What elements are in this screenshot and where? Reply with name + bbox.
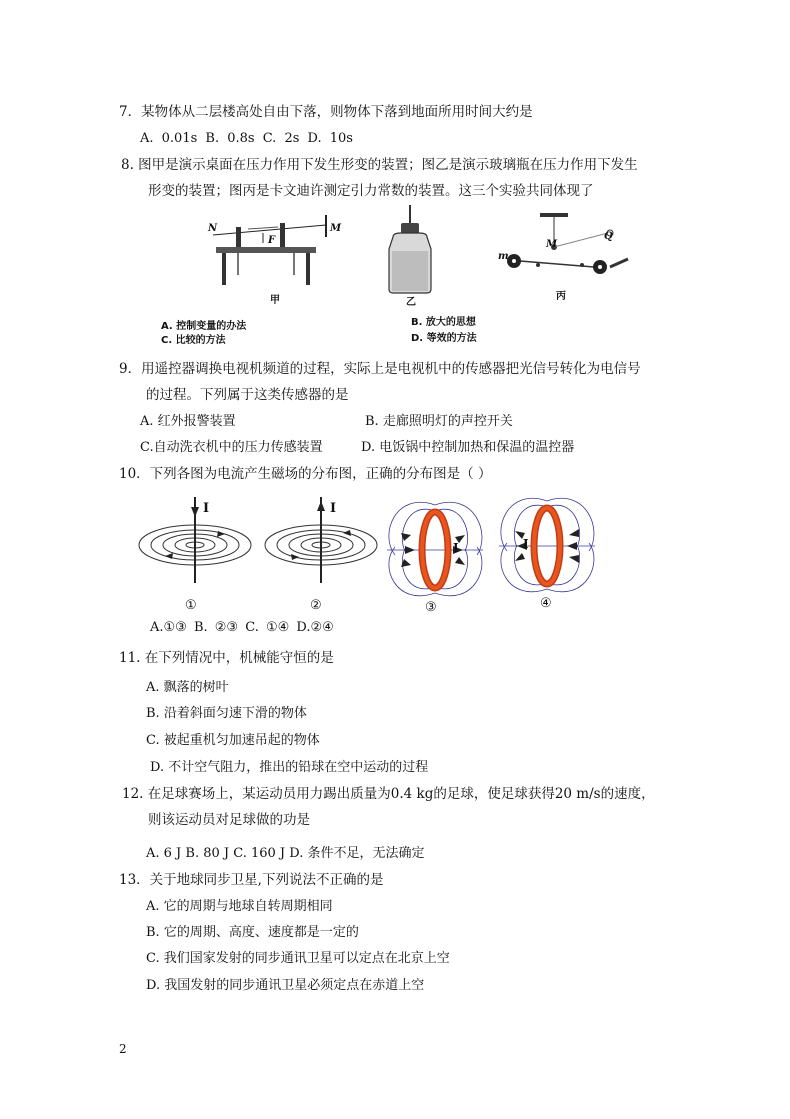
q11-option-a: A. 飘落的树叶 <box>146 680 229 695</box>
q7-options: A. 0.01s B. 0.8s C. 2s D. 10s <box>140 131 353 146</box>
q8-stem-line2: 形变的装置；图丙是卡文迪许测定引力常数的装置。这三个实验共同体现了 <box>148 183 594 199</box>
glass-bottle-figure <box>383 205 443 297</box>
label-m-small: m <box>498 251 509 262</box>
table-apparatus-figure <box>208 213 343 303</box>
q9-option-b: B. 走廊照明灯的声控开关 <box>365 414 513 429</box>
q8-stem-line1: 8. 图甲是演示桌面在压力作用下发生形变的装置；图乙是演示玻璃瓶在压力作用下发生 <box>121 157 638 173</box>
label-m2: M <box>546 239 558 250</box>
q11-stem: 11. 在下列情况中，机械能守恒的是 <box>119 650 334 666</box>
q13-option-b: B. 它的周期、高度、速度都是一定的 <box>146 925 359 940</box>
q12-options: A. 6 J B. 80 J C. 160 J D. 条件不足，无法确定 <box>146 846 425 861</box>
current-label-1: I <box>203 501 210 516</box>
caption-jia: 甲 <box>270 295 280 306</box>
q9-option-c: C.自动洗衣机中的压力传感装置 <box>140 440 323 455</box>
page-number: 2 <box>119 1042 127 1056</box>
q10-figure <box>135 495 605 610</box>
current-label-4: I <box>523 537 529 551</box>
straight-wire-field-1 <box>135 495 255 605</box>
fig-number-4: ④ <box>540 596 552 611</box>
fig-number-3: ③ <box>425 600 437 615</box>
q8-option-a: A. 控制变量的办法 <box>161 321 247 332</box>
current-label-3: I <box>453 541 459 555</box>
q13-option-c: C. 我们国家发射的同步通讯卫星可以定点在北京上空 <box>146 951 450 966</box>
q9-option-a: A. 红外报警装置 <box>140 414 236 429</box>
label-f: F <box>268 235 276 246</box>
q8-option-d: D. 等效的方法 <box>411 333 477 344</box>
q9-option-d: D. 电饭锅中控制加热和保温的温控器 <box>361 440 575 455</box>
q13-option-d: D. 我国发射的同步通讯卫星必须定点在赤道上空 <box>146 978 425 993</box>
caption-bing: 丙 <box>556 291 566 302</box>
q11-option-c: C. 被起重机匀加速吊起的物体 <box>146 733 320 748</box>
label-m: M <box>330 223 342 234</box>
q8-option-b: B. 放大的思想 <box>411 317 476 328</box>
q7-stem: 7．某物体从二层楼高处自由下落，则物体下落到地面所用时间大约是 <box>119 104 533 120</box>
torsion-balance-figure <box>498 209 648 291</box>
ring-current-field-4 <box>497 491 597 601</box>
q11-option-d: D. 不计空气阻力，推出的铅球在空中运动的过程 <box>150 760 429 775</box>
q8-figure <box>148 205 658 345</box>
straight-wire-field-2 <box>261 495 381 605</box>
label-q: Q <box>604 231 613 242</box>
q13-option-a: A. 它的周期与地球自转周期相同 <box>146 899 333 914</box>
q10-options: A.①③ B. ②③ C. ①④ D.②④ <box>150 620 334 635</box>
q9-stem-line2: 的过程。下列属于这类传感器的是 <box>146 387 349 403</box>
q12-stem-line2: 则该运动员对足球做的功是 <box>148 812 310 828</box>
q13-stem: 13．关于地球同步卫星,下列说法不正确的是 <box>119 872 384 888</box>
ring-current-field-3 <box>385 495 485 605</box>
label-n: N <box>208 223 218 234</box>
fig-number-1: ① <box>185 598 197 613</box>
current-label-2: I <box>330 501 337 516</box>
fig-number-2: ② <box>310 598 322 613</box>
q11-option-b: B. 沿着斜面匀速下滑的物体 <box>146 706 307 721</box>
q9-stem-line1: 9．用遥控器调换电视机频道的过程，实际上是电视机中的传感器把光信号转化为电信号 <box>119 361 641 377</box>
q8-option-c: C. 比较的方法 <box>161 335 226 346</box>
q10-stem: 10．下列各图为电流产生磁场的分布图，正确的分布图是（ ） <box>119 466 492 482</box>
q12-stem-line1: 12. 在足球赛场上，某运动员用力踢出质量为0.4 kg的足球，使足球获得20 m/s的速度， <box>122 786 655 802</box>
caption-yi: 乙 <box>406 297 416 308</box>
